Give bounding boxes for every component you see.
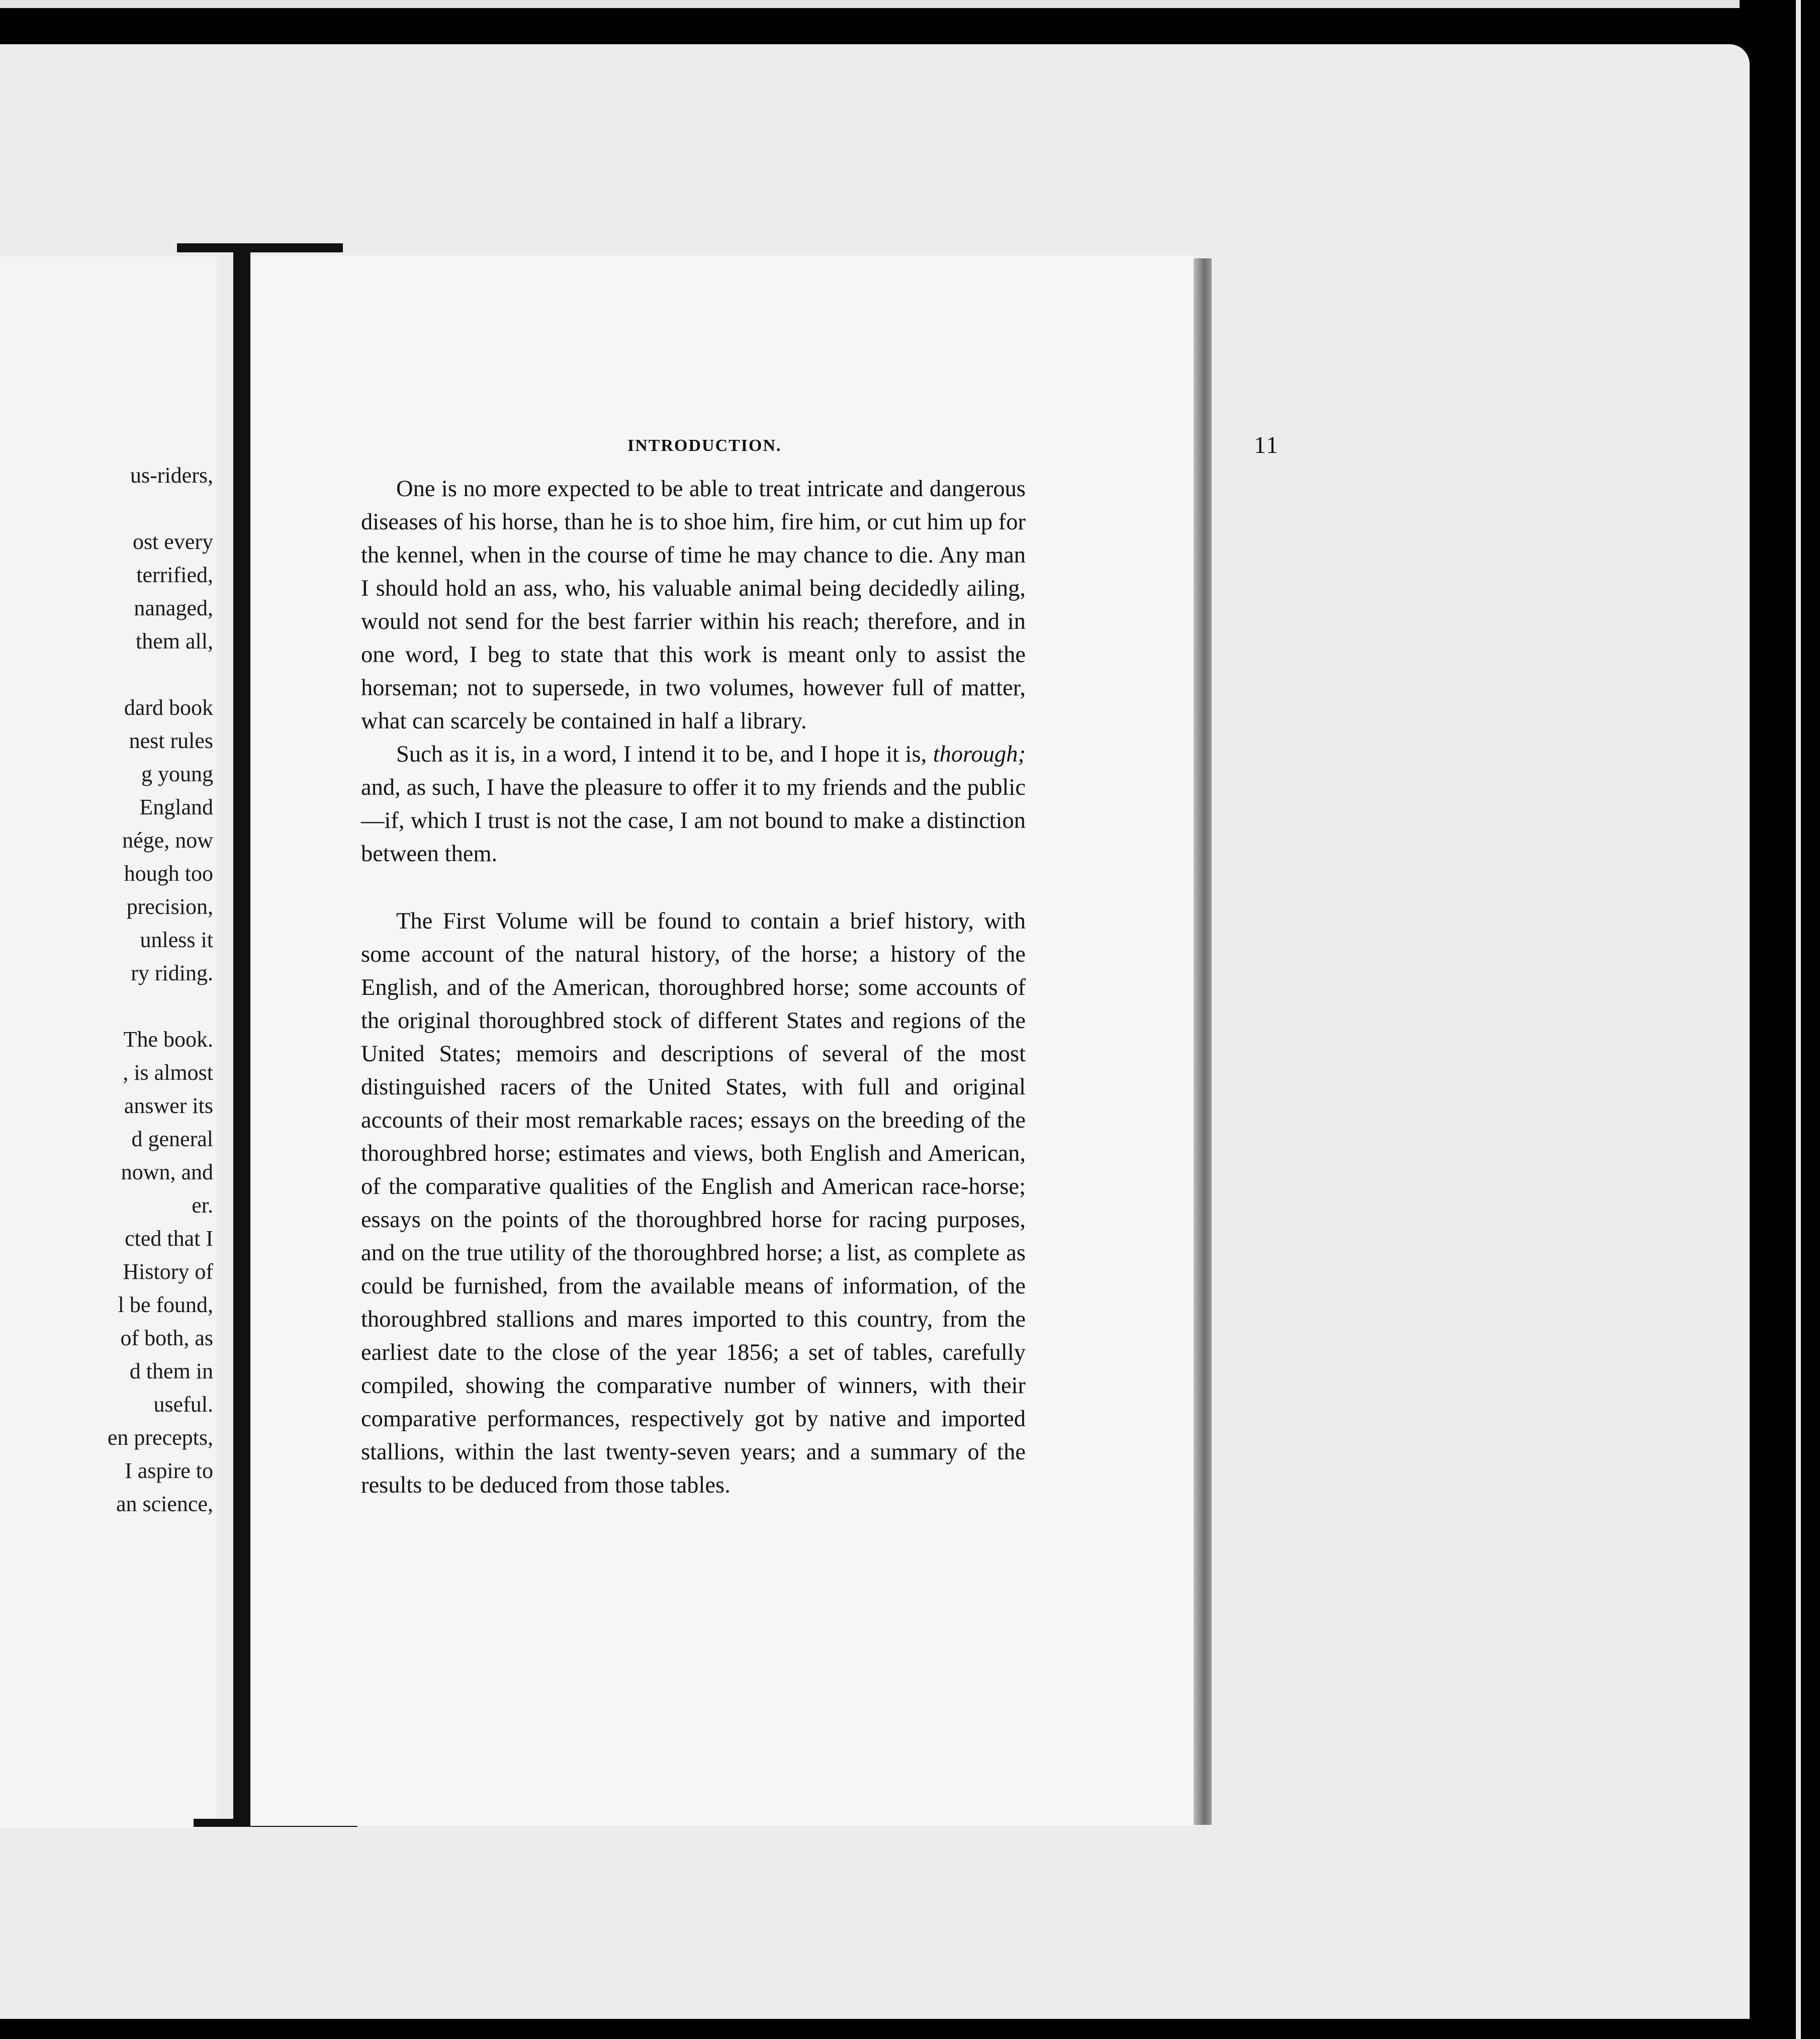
left-page-line: The book. [123, 1027, 213, 1052]
italic-word: thorough; [933, 742, 1026, 767]
left-page-line: hough too [124, 861, 213, 886]
left-page-line: them all, [136, 629, 213, 654]
left-page-line: ry riding. [131, 961, 213, 985]
left-page-line: England [139, 795, 213, 819]
left-page-line: , is almost [123, 1060, 213, 1085]
left-page-line: I aspire to [125, 1458, 213, 1483]
paragraph: One is no more expected to be able to treat intricate and dangerous diseases of his horse, than he is to shoe him, fire him, or cut him up for the kennel, when in the course of time he may chance to die. Any man I should hold an ass, who, his valuable animal being decidedly ailing, would not send for the best farrier within his reach; therefore, and in one word, I beg to state that this work is meant only to assist the horseman; not to supersede, in two volumes, however full of matter, what can scarcely be contained in half a library. [361, 476, 1026, 734]
left-page-line: answer its [124, 1093, 213, 1118]
scan-right-border [1750, 0, 1820, 2039]
left-page-line: d them in [129, 1359, 213, 1383]
left-page-line: terrified, [136, 563, 213, 587]
left-page-line: nown, and [121, 1160, 213, 1184]
left-page-line: nanaged, [134, 596, 213, 620]
scan-edge-line [1796, 0, 1801, 2039]
paragraph: The First Volume will be found to contain a brief history, with some account of the natural history, of the horse; a history of the English, and of the American, thoroughbred horse; some accounts of the original thoroughbred stock of different States and regions of the United States; memoirs and descriptions of several of the most distinguished racers of the United States, with full and original accounts of their most remarkable races; essays on the breeding of the thoroughbred horse; estimates and views, both English and American, of the comparative qualities of the English and American race-horse; essays on the points of the thoroughbred horse for racing purposes, and on the true utility of the thoroughbred horse; a list, as complete as could be furnished, from the available means of information, of the thoroughbred stallions and mares imported to this country, from the earliest date to the close of the year 1856; a set of tables, carefully compiled, showing the comparative number of winners, with their comparative performances, respectively got by native and imported stallions, within the last twenty-seven years; and a summary of the results to be deduced from those tables. [361, 908, 1026, 1498]
left-page-line: cted that I [125, 1226, 213, 1251]
left-page-line: er. [192, 1193, 213, 1218]
running-head-title: INTRODUCTION. [627, 436, 782, 455]
scan-top-border [0, 0, 1740, 8]
left-page-line: an science, [116, 1492, 213, 1516]
left-page-line: d general [131, 1127, 213, 1151]
left-page-line: us-riders, [130, 463, 213, 488]
paragraph [361, 738, 1026, 871]
paragraph-text: Such as it is, in a word, I intend it to be, and I hope it is, [396, 742, 927, 767]
left-page-line: en precepts, [107, 1425, 213, 1450]
left-page-text [101, 256, 216, 1828]
page-number: 11 [1254, 432, 1280, 458]
left-page-line: nest rules [129, 728, 213, 753]
left-page-line: ost every [132, 529, 213, 554]
left-page-line: dard book [124, 695, 213, 720]
left-page-line: of both, as [120, 1326, 213, 1350]
left-page-line: History of [123, 1259, 213, 1284]
page-edge-shadow [1194, 258, 1212, 1825]
left-page-line: nége, now [122, 828, 213, 853]
body-text [361, 473, 1026, 1502]
left-page-line: g young [141, 762, 213, 786]
left-page [0, 256, 216, 1828]
left-page-line: useful. [153, 1392, 213, 1417]
left-page-line: precision, [126, 894, 213, 919]
left-page-line: l be found, [118, 1292, 213, 1317]
spine-cap-top [177, 243, 343, 252]
right-page [250, 255, 1280, 1826]
book-spine [233, 251, 250, 1824]
left-page-line: unless it [140, 928, 213, 952]
paragraph-text: and, as such, I have the pleasure to offer it to my friends and the public—if, which I trust is not the case, I am not bound to make a distinction between them. [361, 775, 1026, 867]
